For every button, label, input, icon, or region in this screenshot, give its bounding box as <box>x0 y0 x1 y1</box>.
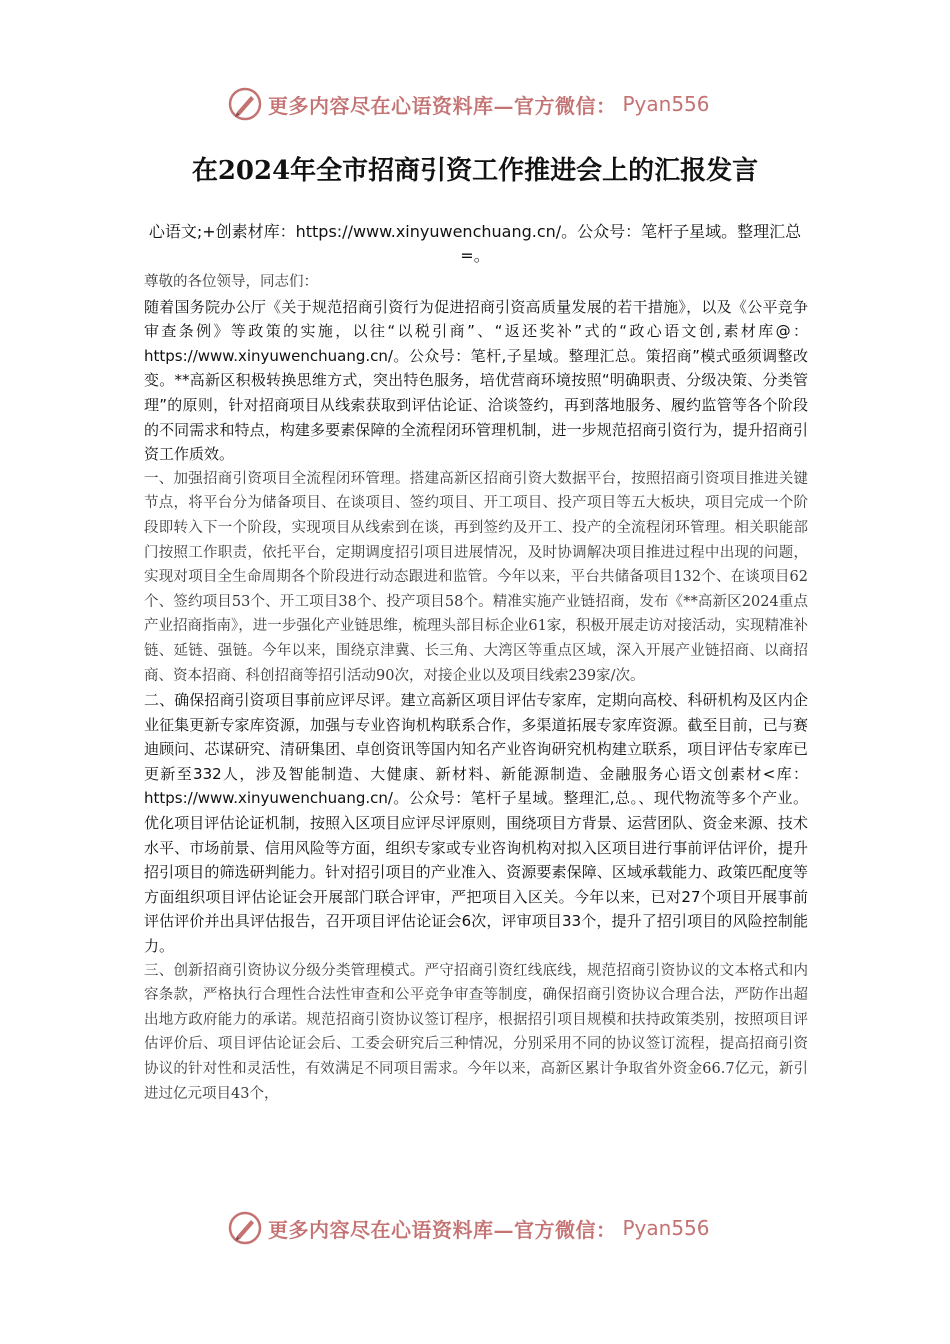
pen-logo-icon <box>228 87 262 121</box>
greeting: 尊敬的各位领导，同志们： <box>144 274 318 290</box>
page-title: 在2024年全市招商引资工作推进会上的汇报发言 <box>191 156 759 186</box>
pen-logo-icon <box>228 1211 262 1245</box>
watermark-text: 更多内容尽在心语资料库—官方微信： <box>268 1217 617 1242</box>
document-body <box>144 270 808 1106</box>
paragraph-section-1: 一、加强招商引资项目全流程闭环管理。搭建高新区招商引资大数据平台，按照招商引资项目推进关键节点，将平台分为储备项目、在谈项目、签约项目、开工项目、投产项目等五大板块，项目完成一个阶段即转入下一个阶段，实现项目从线索到在谈，再到签约及开工、投产的全流程闭环管理。相关职能部门按照工作职责，依托平台，定期调度招引项目进展情况，及时协调解决项目推进过程中出现的问题，实现对项目全生命周期各个阶段进行动态跟进和监管。今年以来，平台共储备项目132个、在谈项目62个、签约项目53个、开工项目38个、投产项目58个。精准实施产业链招商，发布《**高新区2024重点产业招商指南》，进一步强化产业链思维，梳理头部目标企业61家，积极开展走访对接活动，实现精准补链、延链、强链。今年以来，围绕京津冀、长三角、大湾区等重点区域，深入开展产业链招商、以商招商、资本招商、科创招商等招引活动90次，对接企业以及项目线索239家/次。 <box>144 470 808 684</box>
paragraph-section-3: 三、创新招商引资协议分级分类管理模式。严守招商引资红线底线，规范招商引资协议的文本格式和内容条款，严格执行合理性合法性审查和公平竞争审查等制度，确保招商引资协议合理合法，严防作出超出地方政府能力的承诺。规范招商引资协议签订程序，根据招引项目规模和扶持政策类别，按照项目评估评价后、项目评估论证会后、工委会研究后三种情况，分别采用不同的协议签订流程，提高招商引资协议的针对性和灵活性，有效满足不同项目需求。今年以来，高新区累计争取省外资金66.7亿元，新引进过亿元项目43个， <box>144 962 808 1102</box>
subtitle-source: 心语文;+创素材库：https://www.xinyuwenchuang.cn/。公众号：笔杆子星域。整理汇总=。 <box>148 222 802 265</box>
watermark-header <box>228 84 710 124</box>
watermark-text: 更多内容尽在心语资料库—官方微信： <box>268 93 617 118</box>
paragraph-section-2: 二、确保招商引资项目事前应评尽评。建立高新区项目评估专家库，定期向高校、科研机构及区内企业征集更新专家库资源，加强与专业咨询机构联系合作，多渠道拓展专家库资源。截至目前，已与赛迪顾问、芯谋研究、清研集团、卓创资讯等国内知名产业咨询研究机构建立联系，项目评估专家库已更新至332人，涉及智能制造、大健康、新材料、新能源制造、金融服务心语文创素材<库：https://www.xinyuwenchuang.cn/。公众号：笔杆子星域。整理汇,总。、现代物流等多个产业。优化项目评估论证机制，按照入区项目应评尽评原则，围绕项目方背景、运营团队、资金来源、技术水平、市场前景、信用风险等方面，组织专家或专业咨询机构对拟入区项目进行事前评估评价，提升招引项目的筛选研判能力。针对招引项目的产业准入、资源要素保障、区域承载能力、政策匹配度等方面组织项目评估论证会开展部门联合评审，严把项目入区关。今年以来，已对27个项目开展事前评估评价并出具评估报告，召开项目评估论证会6次，评审项目33个，提升了招引项目的风险控制能力。 <box>144 691 808 956</box>
paragraph-intro: 随着国务院办公厅《关于规范招商引资行为促进招商引资高质量发展的若干措施》，以及《公平竞争审查条例》等政策的实施，以往“以税引商”、“返还奖补”式的“政心语文创,素材库@：https://www.xinyuwenchuang.cn/。公众号：笔杆,子星域。整理汇总。策招商”模式亟须调整改变。**高新区积极转换思维方式，突出特色服务，培优营商环境按照“明确职责、分级决策、分类管理”的原则，针对招商项目从线索获取到评估论证、洽谈签约，再到落地服务、履约监管等各个阶段的不同需求和特点，构建多要素保障的全流程闭环管理机制，进一步规范招商引资行为，提升招商引资工作质效。 <box>144 297 808 464</box>
watermark-wechat-id: Pyan556 <box>622 1216 710 1240</box>
watermark-footer <box>228 1208 710 1248</box>
watermark-wechat-id: Pyan556 <box>622 92 710 116</box>
